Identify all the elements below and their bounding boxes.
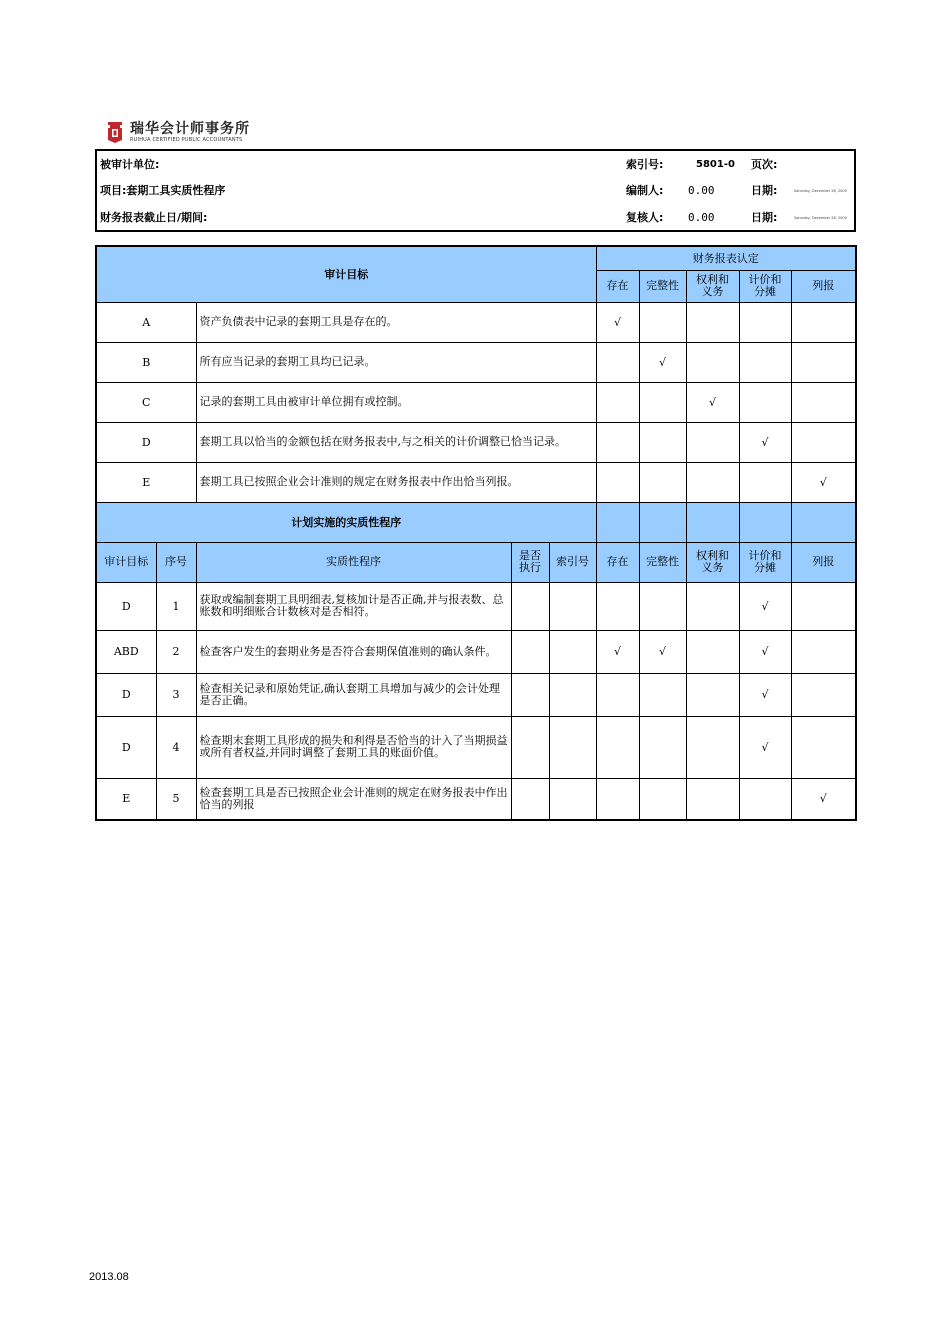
firm-seal-icon bbox=[105, 120, 125, 144]
procedure-text: 检查套期工具是否已按照企业会计准则的规定在财务报表中作出恰当的列报 bbox=[196, 778, 511, 820]
column-header: 列报 bbox=[791, 542, 856, 582]
procedure-row bbox=[96, 673, 856, 716]
check-mark bbox=[639, 778, 686, 820]
objective-row bbox=[96, 462, 856, 502]
check-mark: √ bbox=[739, 673, 791, 716]
check-mark bbox=[596, 778, 639, 820]
assertion-header: 完整性 bbox=[639, 270, 686, 302]
index-cell[interactable] bbox=[549, 778, 596, 820]
check-mark bbox=[686, 630, 739, 673]
check-mark bbox=[686, 462, 739, 502]
client-label: 被审计单位: bbox=[100, 158, 160, 171]
check-mark bbox=[791, 582, 856, 630]
objective-code: C bbox=[96, 382, 196, 422]
procedure-objective: D bbox=[96, 673, 156, 716]
check-mark bbox=[596, 716, 639, 778]
index-label: 索引号: bbox=[626, 158, 664, 171]
procedure-row bbox=[96, 582, 856, 630]
procedure-number: 1 bbox=[156, 582, 196, 630]
check-mark bbox=[791, 342, 856, 382]
procedures-title: 计划实施的实质性程序 bbox=[96, 502, 596, 542]
check-mark bbox=[791, 422, 856, 462]
column-header: 是否执行 bbox=[511, 542, 549, 582]
assertion-group-header: 财务报表认定 bbox=[596, 246, 856, 270]
column-header: 索引号 bbox=[549, 542, 596, 582]
executed-cell[interactable] bbox=[511, 778, 549, 820]
check-mark bbox=[639, 716, 686, 778]
version-footer: 2013.08 bbox=[89, 1271, 129, 1283]
check-mark bbox=[739, 342, 791, 382]
check-mark bbox=[639, 673, 686, 716]
date1-label: 日期: bbox=[751, 184, 778, 197]
check-mark: √ bbox=[791, 778, 856, 820]
check-mark: √ bbox=[639, 630, 686, 673]
index-cell[interactable] bbox=[549, 716, 596, 778]
firm-logo bbox=[105, 119, 250, 145]
objective-text: 资产负债表中记录的套期工具是存在的。 bbox=[196, 302, 596, 342]
executed-cell[interactable] bbox=[511, 716, 549, 778]
check-mark bbox=[791, 382, 856, 422]
check-mark bbox=[596, 422, 639, 462]
check-mark bbox=[596, 342, 639, 382]
objective-row bbox=[96, 302, 856, 342]
period-label: 财务报表截止日/期间: bbox=[100, 211, 208, 224]
procedure-objective: D bbox=[96, 582, 156, 630]
check-mark bbox=[739, 302, 791, 342]
objective-row bbox=[96, 342, 856, 382]
firm-name: 瑞华会计师事务所 bbox=[130, 120, 250, 137]
procedure-text: 获取或编制套期工具明细表,复核加计是否正确,并与报表数、总账数和明细账合计数核对是否相符。 bbox=[196, 582, 511, 630]
check-mark bbox=[686, 582, 739, 630]
procedure-number: 4 bbox=[156, 716, 196, 778]
check-mark: √ bbox=[686, 382, 739, 422]
objective-code: B bbox=[96, 342, 196, 382]
assertion-header: 列报 bbox=[791, 270, 856, 302]
check-mark bbox=[791, 716, 856, 778]
objective-text: 套期工具已按照企业会计准则的规定在财务报表中作出恰当列报。 bbox=[196, 462, 596, 502]
executed-cell[interactable] bbox=[511, 582, 549, 630]
check-mark bbox=[639, 382, 686, 422]
preparer-value: 0.00 bbox=[688, 184, 715, 197]
objective-code: E bbox=[96, 462, 196, 502]
index-cell[interactable] bbox=[549, 582, 596, 630]
check-mark: √ bbox=[739, 630, 791, 673]
column-header: 存在 bbox=[596, 542, 639, 582]
check-mark bbox=[791, 630, 856, 673]
column-header: 实质性程序 bbox=[196, 542, 511, 582]
objective-row bbox=[96, 422, 856, 462]
column-header: 序号 bbox=[156, 542, 196, 582]
check-mark bbox=[739, 382, 791, 422]
check-mark bbox=[639, 302, 686, 342]
procedure-text: 检查客户发生的套期业务是否符合套期保值准则的确认条件。 bbox=[196, 630, 511, 673]
check-mark bbox=[686, 673, 739, 716]
executed-cell[interactable] bbox=[511, 630, 549, 673]
check-mark: √ bbox=[739, 716, 791, 778]
date2-value: Saturday, December 26, 2009 bbox=[794, 216, 847, 220]
objectives-title: 审计目标 bbox=[96, 246, 596, 302]
preparer-label: 编制人: bbox=[626, 184, 664, 197]
reviewer-value: 0.00 bbox=[688, 211, 715, 224]
procedure-number: 3 bbox=[156, 673, 196, 716]
column-header: 计价和分摊 bbox=[739, 542, 791, 582]
procedure-number: 2 bbox=[156, 630, 196, 673]
check-mark bbox=[791, 302, 856, 342]
check-mark bbox=[686, 302, 739, 342]
check-mark bbox=[686, 778, 739, 820]
objective-code: A bbox=[96, 302, 196, 342]
check-mark bbox=[596, 462, 639, 502]
objective-text: 所有应当记录的套期工具均已记录。 bbox=[196, 342, 596, 382]
procedure-row bbox=[96, 630, 856, 673]
firm-name-en: RUIHUA CERTIFIED PUBLIC ACCOUNTANTS bbox=[130, 136, 243, 143]
index-value: 5801-0 bbox=[696, 159, 735, 170]
procedure-text: 检查相关记录和原始凭证,确认套期工具增加与减少的会计处理是否正确。 bbox=[196, 673, 511, 716]
date2-label: 日期: bbox=[751, 211, 778, 224]
check-mark: √ bbox=[739, 422, 791, 462]
check-mark bbox=[639, 582, 686, 630]
column-header: 审计目标 bbox=[96, 542, 156, 582]
reviewer-label: 复核人: bbox=[626, 211, 664, 224]
check-mark bbox=[686, 716, 739, 778]
column-header: 完整性 bbox=[639, 542, 686, 582]
check-mark: √ bbox=[739, 582, 791, 630]
workpaper-header bbox=[95, 149, 856, 232]
objective-code: D bbox=[96, 422, 196, 462]
check-mark bbox=[639, 462, 686, 502]
check-mark: √ bbox=[596, 630, 639, 673]
assertion-header: 计价和分摊 bbox=[739, 270, 791, 302]
check-mark bbox=[596, 673, 639, 716]
procedure-number: 5 bbox=[156, 778, 196, 820]
objective-text: 套期工具以恰当的金额包括在财务报表中,与之相关的计价调整已恰当记录。 bbox=[196, 422, 596, 462]
procedure-objective: ABD bbox=[96, 630, 156, 673]
check-mark bbox=[791, 673, 856, 716]
project-label: 项目:套期工具实质性程序 bbox=[100, 184, 226, 197]
check-mark bbox=[639, 422, 686, 462]
check-mark: √ bbox=[639, 342, 686, 382]
assertion-header: 权利和义务 bbox=[686, 270, 739, 302]
procedure-row bbox=[96, 778, 856, 820]
check-mark bbox=[686, 422, 739, 462]
assertion-header: 存在 bbox=[596, 270, 639, 302]
check-mark bbox=[596, 582, 639, 630]
procedure-objective: E bbox=[96, 778, 156, 820]
executed-cell[interactable] bbox=[511, 673, 549, 716]
procedure-row bbox=[96, 716, 856, 778]
objective-row bbox=[96, 382, 856, 422]
index-cell[interactable] bbox=[549, 673, 596, 716]
check-mark bbox=[739, 462, 791, 502]
check-mark bbox=[739, 778, 791, 820]
audit-program-table bbox=[95, 245, 857, 821]
procedure-objective: D bbox=[96, 716, 156, 778]
check-mark bbox=[686, 342, 739, 382]
page-label: 页次: bbox=[751, 158, 778, 171]
check-mark: √ bbox=[791, 462, 856, 502]
check-mark bbox=[596, 382, 639, 422]
column-header: 权利和义务 bbox=[686, 542, 739, 582]
check-mark: √ bbox=[596, 302, 639, 342]
objective-text: 记录的套期工具由被审计单位拥有或控制。 bbox=[196, 382, 596, 422]
date1-value: Saturday, December 26, 2009 bbox=[794, 189, 847, 193]
procedure-text: 检查期末套期工具形成的损失和利得是否恰当的计入了当期损益或所有者权益,并同时调整了套期工具的账面价值。 bbox=[196, 716, 511, 778]
index-cell[interactable] bbox=[549, 630, 596, 673]
